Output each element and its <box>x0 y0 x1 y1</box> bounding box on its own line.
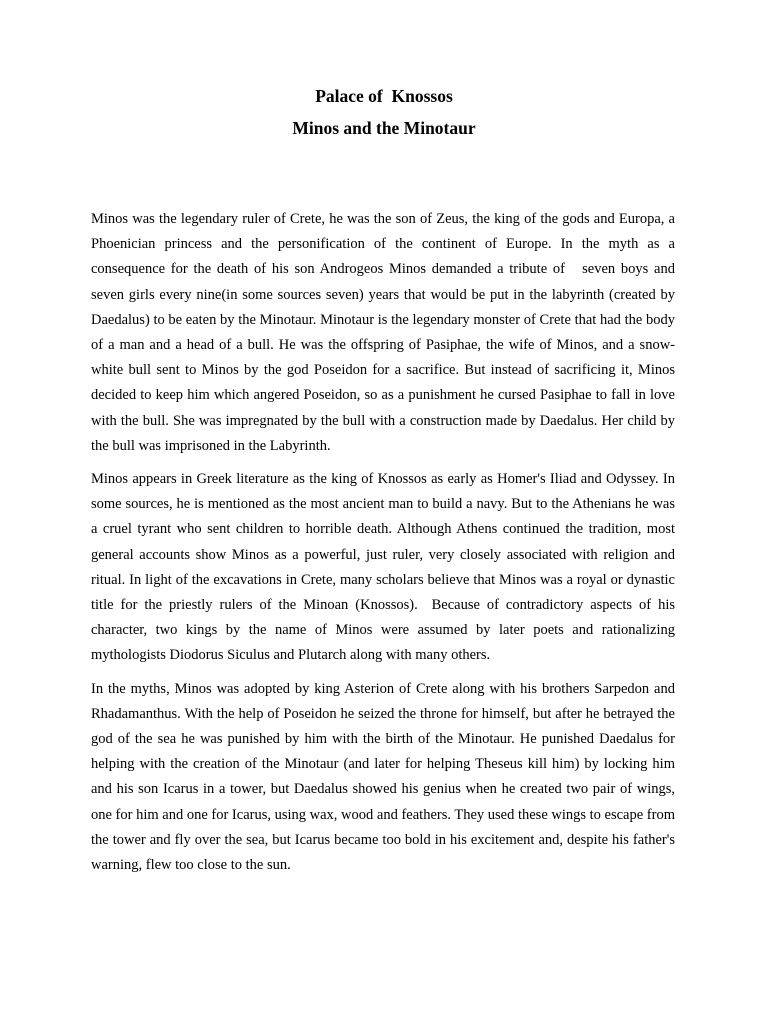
paragraph-2: Minos appears in Greek literature as the king of Knossos as early as Homer's Iliad and Odyssey. In some sources, he is mentioned as the most ancient man to build a navy. But to the Athenians he was a cruel tyrant who sent children to horrible death. Although Athens continued the tradition, most general accounts show Minos as a powerful, just ruler, very closely associated with religion and ritual. In light of the excavations in Crete, many scholars believe that Minos was a royal or dynastic title for the priestly rulers of the Minoan (Knossos). Because of contradictory aspects of his character, two kings by the name of Minos were assumed by later poets and rationalizing mythologists Diodorus Siculus and Plutarch along with many others. <box>91 471 679 664</box>
paragraph-1: Minos was the legendary ruler of Crete, he was the son of Zeus, the king of the gods and Europa, a Phoenician princess and the personification of the continent of Europe. In the myth as a consequence for the death of his son Androgeos Minos demanded a tribute of seven boys and seven girls every nine(in some sources seven) years that would be put in the labyrinth (created by Daedalus) to be eaten by the Minotaur. Minotaur is the legendary monster of Crete that had the body of a man and a head of a bull. He was the offspring of Pasiphae, the wife of Minos, and a snow-white bull sent to Minos by the god Poseidon for a sacrifice. But instead of sacrificing it, Minos decided to keep him which angered Poseidon, so as a punishment he cursed Pasiphae to fall in love with the bull. She was impregnated by the bull with a construction made by Daedalus. Her child by the bull was imprisoned in the Labyrinth. <box>91 211 679 454</box>
title-block <box>0 86 768 138</box>
paragraph-3: In the myths, Minos was adopted by king Asterion of Crete along with his brothers Sarpedon and Rhadamanthus. With the help of Poseidon he seized the throne for himself, but after he betrayed the god of the sea he was punished by him with the birth of the Minotaur. He punished Daedalus for helping with the creation of the Minotaur (and later for helping Theseus kill him) by locking him and his son Icarus in a tower, but Daedalus showed his genius when he created two pair of wings, one for him and one for Icarus, using wax, wood and feathers. They used these wings to escape from the tower and fly over the sea, but Icarus became too bold in his excitement and, despite his father's warning, flew too close to the sun. <box>91 680 679 874</box>
document-body <box>91 207 679 886</box>
document-subtitle: Minos and the Minotaur <box>292 118 476 138</box>
document-title: Palace of Knossos <box>315 86 453 106</box>
